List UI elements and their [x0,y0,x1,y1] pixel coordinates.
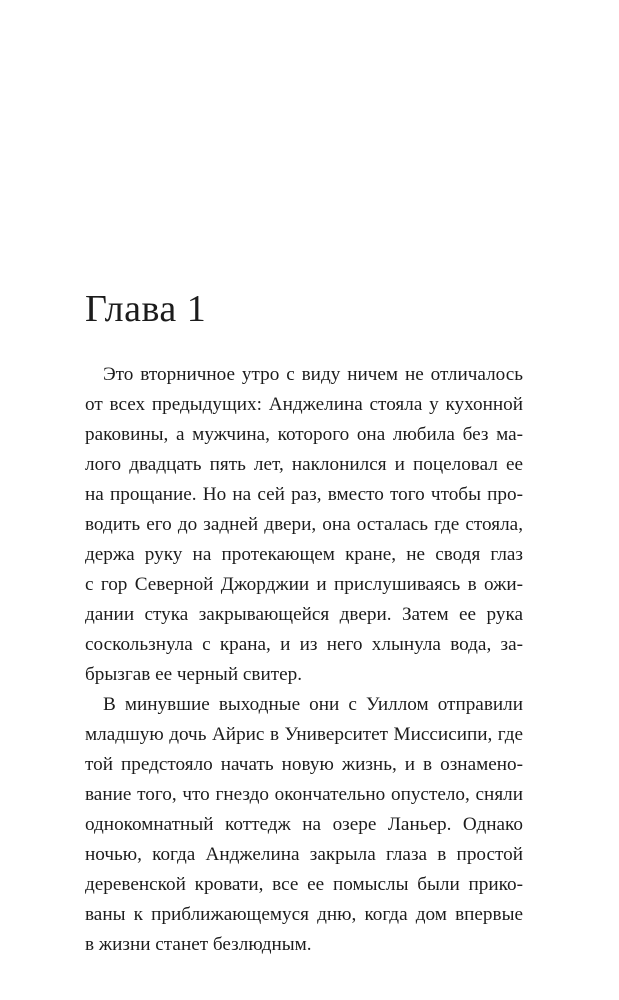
chapter-title: Глава 1 [85,288,207,330]
text-line: на прощание. Но на сей раз, вместо того чтобы про- [85,484,523,505]
text-line: держа руку на протекающем кране, не сводя глаз [85,544,523,565]
paragraph-1 [85,360,523,690]
chapter-body [85,360,523,960]
text-line: брызгав ее черный свитер. [85,664,303,685]
text-line: однокомнатный коттедж на озере Ланьер. Однако [85,814,523,835]
text-line: ваны к приближающемуся дню, когда дом впервые [85,904,523,925]
text-line: ночью, когда Анджелина закрыла глаза в простой [85,844,523,865]
text-line: вание того, что гнездо окончательно опустело, сняли [85,784,523,805]
text-line: водить его до задней двери, она осталась где стояла, [85,514,523,535]
text-line: Это вторничное утро с виду ничем не отличалось [103,364,523,385]
text-line: с гор Северной Джорджии и прислушиваясь в ожи- [85,574,523,595]
paragraph-2 [85,690,523,960]
text-line: деревенской кровати, все ее помыслы были прико- [85,874,523,895]
text-line: дании стука закрывающейся двери. Затем ее рука [85,604,523,625]
text-line: в жизни станет безлюдным. [85,934,312,955]
text-line: лого двадцать пять лет, наклонился и поцеловал ее [85,454,523,475]
text-line: от всех предыдущих: Анджелина стояла у кухонной [85,394,523,415]
text-line: той предстояло начать новую жизнь, и в ознамено- [85,754,523,775]
text-line: соскользнула с крана, и из него хлынула вода, за- [85,634,523,655]
text-line: В минувшие выходные они с Уиллом отправили [103,694,523,715]
text-line: раковины, а мужчина, которого она любила без ма- [85,424,523,445]
text-line: младшую дочь Айрис в Университет Миссисипи, где [85,724,523,745]
